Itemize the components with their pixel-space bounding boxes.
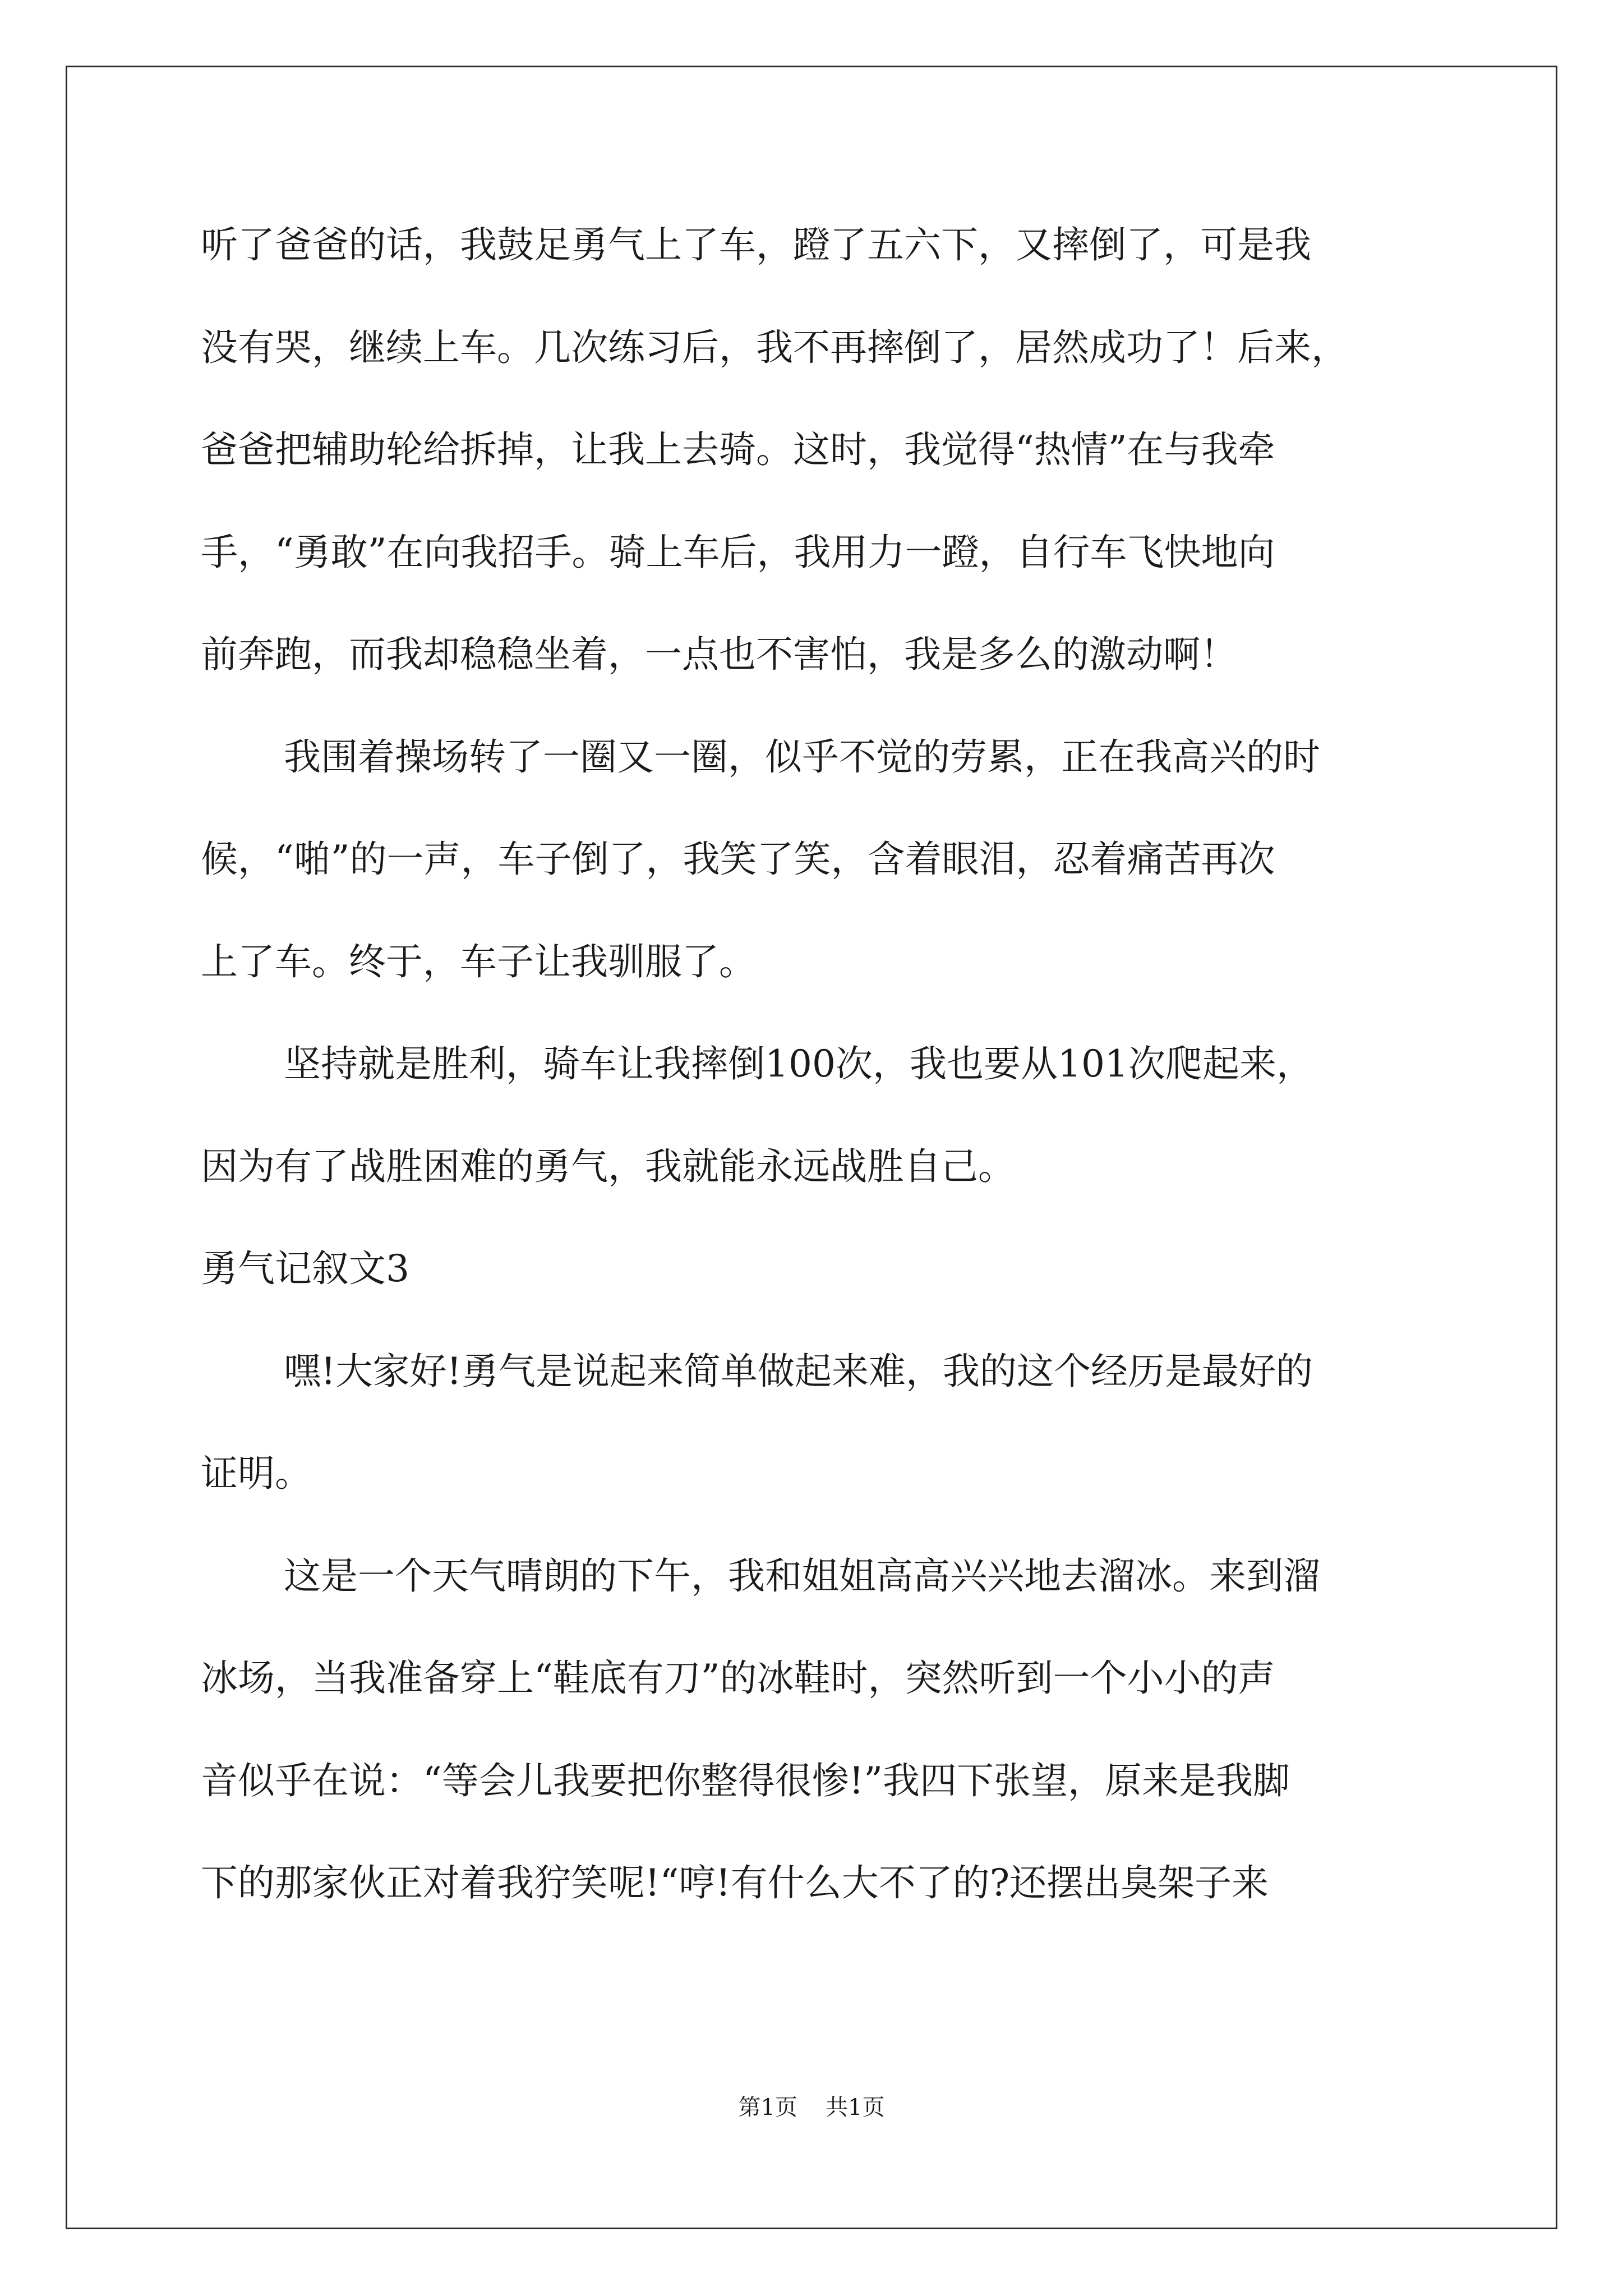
text-line: 爸爸把辅助轮给拆掉，让我上去骑。这时，我觉得“热情”在与我牵: [201, 428, 1275, 471]
paragraph-start-line: 嘿!大家好!勇气是说起来简单做起来难，我的这个经历是最好的: [284, 1350, 1313, 1393]
paragraph-start-line: 我围着操场转了一圈又一圈，似乎不觉的劳累，正在我高兴的时: [284, 735, 1320, 779]
text-line: 听了爸爸的话，我鼓足勇气上了车，蹬了五六下，又摔倒了，可是我: [201, 223, 1311, 266]
text-line: 冰场，当我准备穿上“鞋底有刀”的冰鞋时，突然听到一个小小的声: [201, 1657, 1275, 1700]
text-line: 上了车。终于，车子让我驯服了。: [201, 940, 756, 983]
page-number: 第1页: [738, 2095, 797, 2120]
text-line: 没有哭，继续上车。几次练习后，我不再摔倒了，居然成功了！后来，: [201, 326, 1348, 369]
text-line: 下的那家伙正对着我狞笑呢!“哼!有什么大不了的?还摆出臭架子来: [201, 1861, 1269, 1904]
text-line: 手，“勇敢”在向我招手。骑上车后，我用力一蹬，自行车飞快地向: [201, 531, 1275, 574]
paragraph-start-line: 这是一个天气晴朗的下午，我和姐姐高高兴兴地去溜冰。来到溜: [284, 1554, 1320, 1598]
text-line: 候，“啪”的一声，车子倒了，我笑了笑，含着眼泪，忍着痛苦再次: [201, 838, 1275, 881]
text-line: 证明。: [201, 1452, 312, 1495]
paragraph-start-line: 坚持就是胜利，骑车让我摔倒100次，我也要从101次爬起来，: [284, 1042, 1313, 1085]
section-heading: 勇气记叙文3: [201, 1247, 409, 1290]
page-total: 共1页: [826, 2095, 885, 2120]
text-line: 因为有了战胜困难的勇气，我就能永远战胜自己。: [201, 1145, 1015, 1188]
text-line: 前奔跑，而我却稳稳坐着，一点也不害怕，我是多么的激动啊！: [201, 633, 1237, 676]
page-footer: [0, 2093, 1623, 2122]
text-line: 音似乎在说：“等会儿我要把你整得很惨!”我四下张望，原来是我脚: [201, 1759, 1290, 1802]
